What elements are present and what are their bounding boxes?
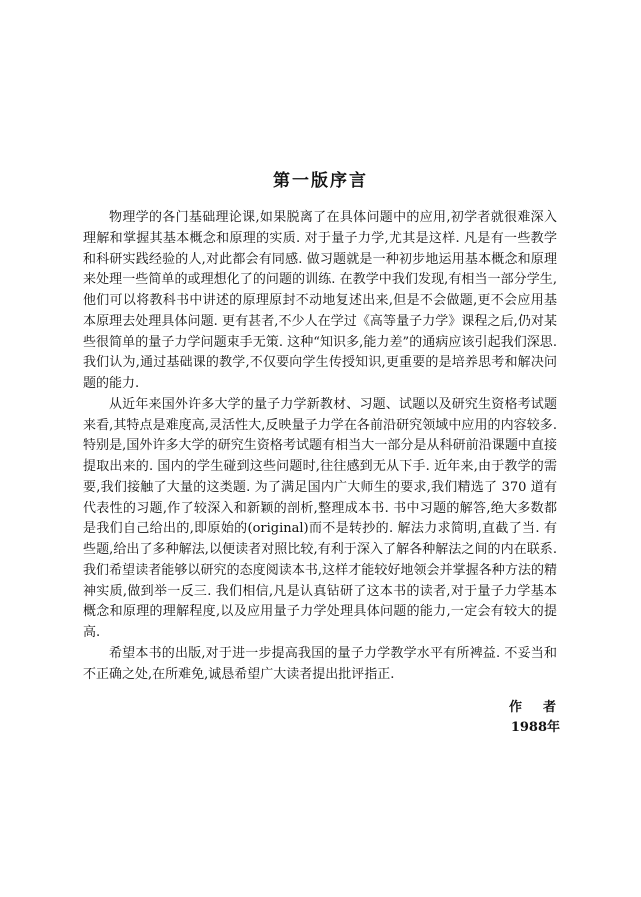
paragraph-3: 希望本书的出版,对于进一步提高我国的量子力学教学水平有所裨益. 不妥当和不正确之处,在所难免,诚恳希望广大读者提出批评指正. bbox=[83, 645, 557, 682]
signature-author: 作 者 bbox=[508, 700, 560, 715]
page-title: 第一版序言 bbox=[273, 171, 368, 191]
preface-body bbox=[83, 208, 557, 685]
signature-year: 1988年 bbox=[510, 720, 560, 735]
paragraph-2: 从近年来国外许多大学的量子力学新教材、习题、试题以及研究生资格考试题来看,其特点是难度高,灵活性大,反映量子力学在各前沿研究领域中应用的内容较多. 特别是,国外许多大学的研究生资格考试题有相当大一部分是从科研前沿课题中直接提取出来的. 国内的学生碰到这些问题时,往往感到无从下手. 近年来,由于教学的需要,我们接触了大量的这类题. 为了满足国内广大师生的要求,我们精选了 370 道有代表性的习题,作了较深入和新颖的剖析,整理成本书. 书中习题的解答,绝大多数都是我们自己给出的,即原始的(original)而不是转抄的. 解法力求简明,直截了当. 有些题,给出了多种解法,以便读者对照比较,有利于深入了解各种解法之间的内在联系. 我们希望读者能够以研究的态度阅读本书,这样才能较好地领会并掌握各种方法的精神实质,做到举一反三. 我们相信,凡是认真钻研了这本书的读者,对于量子力学基本概念和原理的理解程度,以及应用量子力学处理具体问题的能力,一定会有较大的提高. bbox=[83, 396, 557, 640]
paragraph-1: 物理学的各门基础理论课,如果脱离了在具体问题中的应用,初学者就很难深入理解和掌握其基本概念和原理的实质. 对于量子力学,尤其是这样. 凡是有一些教学和科研实践经验的人,对此都会有同感. 做习题就是一种初步地运用基本概念和原理来处理一些简单的或理想化了的问题的训练. 在教学中我们发现,有相当一部分学生,他们可以将教科书中讲述的原理原封不动地复述出来,但是不会做题,更不会应用基本原理去处理具体问题. 更有甚者,不少人在学过《高等量子力学》课程之后,仍对某些很简单的量子力学问题束手无策. 这种“知识多,能力差”的通病应该引起我们深思. 我们认为,通过基础课的教学,不仅要向学生传授知识,更重要的是培养思考和解决问题的能力. bbox=[83, 210, 557, 391]
